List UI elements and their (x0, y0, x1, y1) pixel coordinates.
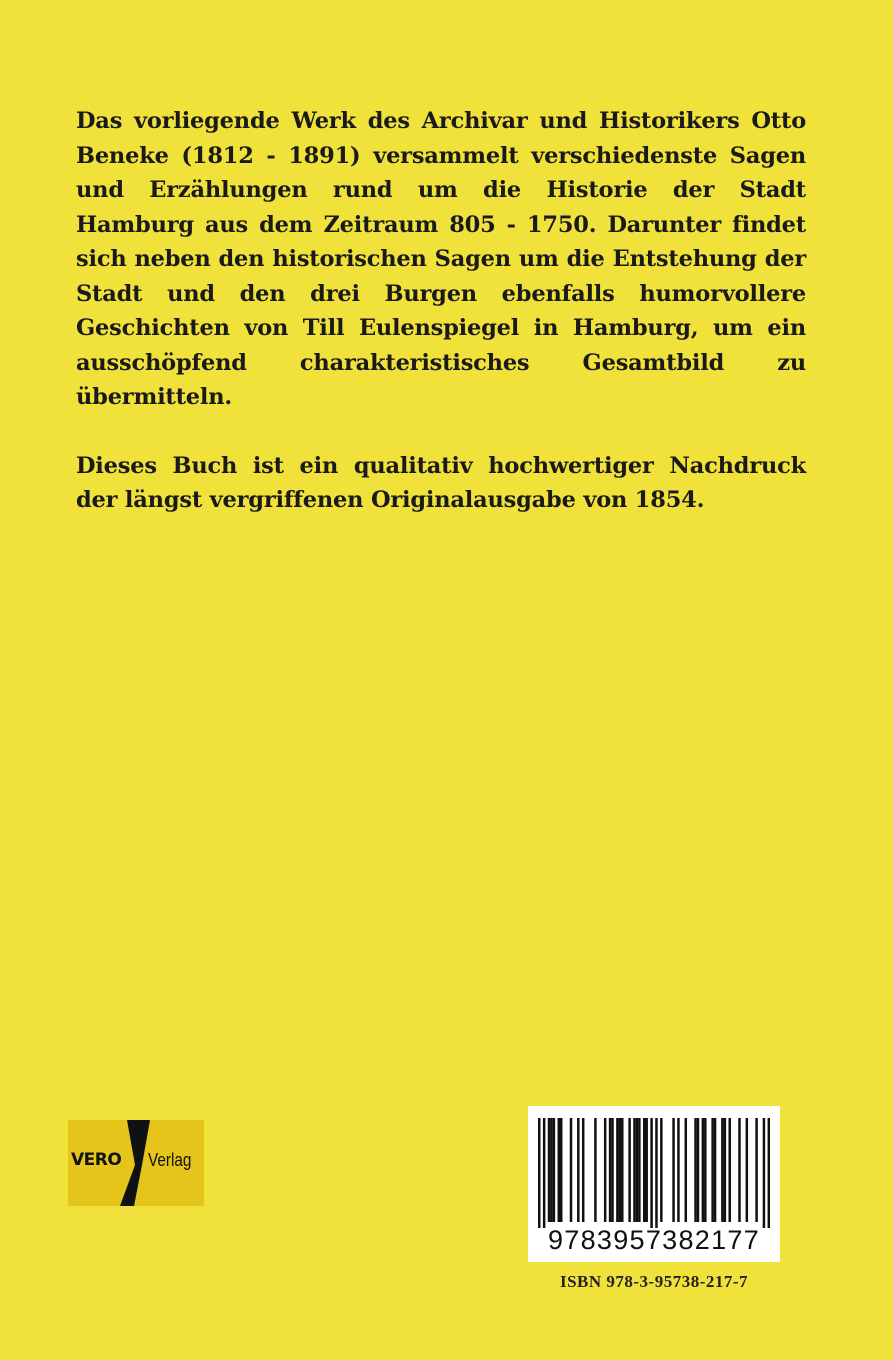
back-cover-description (76, 104, 806, 518)
barcode-bar (660, 1118, 662, 1222)
barcode-bar (636, 1118, 638, 1222)
barcode-bar (746, 1118, 748, 1222)
publisher-logo (68, 1120, 204, 1206)
barcode-bar (677, 1118, 679, 1222)
barcode-bar (694, 1118, 696, 1222)
barcode-bar (560, 1118, 562, 1222)
barcode-bar (570, 1118, 572, 1222)
barcode-bar (550, 1118, 552, 1222)
isbn-barcode (528, 1106, 780, 1262)
barcode-bar (594, 1118, 596, 1222)
logo-brand: VERO (71, 1150, 122, 1170)
barcode-bar (724, 1118, 726, 1222)
barcode-bar (763, 1118, 765, 1228)
barcode-bar (616, 1118, 618, 1222)
barcode-bar (582, 1118, 584, 1222)
logo-label: Verlag (148, 1150, 192, 1170)
barcode-bar (643, 1118, 645, 1222)
barcode-bar (728, 1118, 730, 1222)
barcode-bar (768, 1118, 770, 1228)
barcode-bar (621, 1118, 623, 1222)
barcode-bar (548, 1118, 550, 1222)
barcode-bar (611, 1118, 613, 1222)
barcode-bar (609, 1118, 611, 1222)
barcode-bar (714, 1118, 716, 1222)
barcode-bar (704, 1118, 706, 1222)
barcode-bar (538, 1118, 540, 1228)
barcode-bar (755, 1118, 757, 1222)
barcode-bar (650, 1118, 652, 1228)
barcode-bar (645, 1118, 647, 1222)
description-paragraph-2: Dieses Buch ist ein qualitativ hochwertiger Nachdruck der längst vergriffenen Originalausgabe von 1854. (76, 452, 806, 513)
barcode-bar (558, 1118, 560, 1222)
isbn-number: ISBN 978-3-95738-217-7 (559, 1272, 749, 1291)
barcode-bar (721, 1118, 723, 1222)
barcode-bar (543, 1118, 545, 1228)
barcode-digits: 9783957382177 (547, 1225, 761, 1255)
barcode-bar (655, 1118, 657, 1228)
barcode-bar (638, 1118, 640, 1222)
barcode-bar (633, 1118, 635, 1222)
barcode-bar (685, 1118, 687, 1222)
barcode-bar (711, 1118, 713, 1222)
barcode-bar (697, 1118, 699, 1222)
barcode-bar (604, 1118, 606, 1222)
barcode-bar (628, 1118, 630, 1222)
description-paragraph-1: Das vorliegende Werk des Archivar und Historikers Otto Beneke (1812 - 1891) versammelt verschiedenste Sagen und Erzählungen rund um die Historie der Stadt Hamburg aus dem Zeitraum 805 - 1750. Darunter findet sich neben den historischen Sagen um die Entstehung der Stadt und den drei Burgen ebenfalls humorvollere Geschichten von Till Eulenspiegel in Hamburg, um ein ausschöpfend charakteristisches Gesamtbild zu übermitteln. (76, 108, 806, 410)
barcode-bar (702, 1118, 704, 1222)
barcode-bar (672, 1118, 674, 1222)
barcode-bar (577, 1118, 579, 1222)
barcode-bar (553, 1118, 555, 1222)
barcode-bar (738, 1118, 740, 1222)
barcode-bar (619, 1118, 621, 1222)
barcode-bars (538, 1118, 770, 1228)
